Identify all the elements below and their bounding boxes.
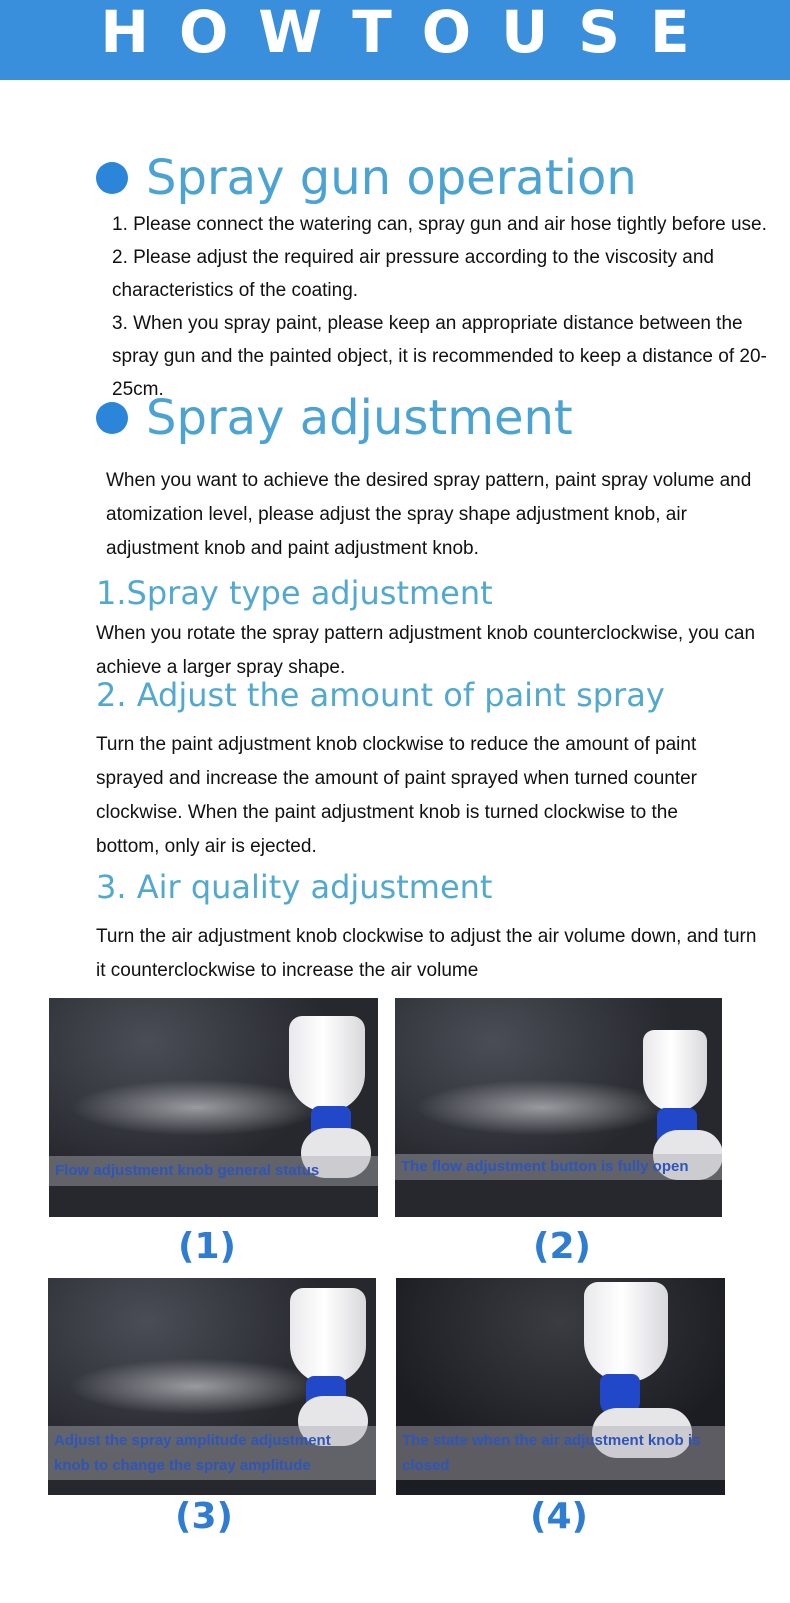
photo-number: (3) xyxy=(175,1496,233,1537)
paint-cup-image xyxy=(290,1288,366,1384)
spray-type-title: 1.Spray type adjustment xyxy=(96,574,493,612)
photo-number: (2) xyxy=(533,1226,591,1267)
page-title: HOWTOUSE xyxy=(100,0,720,66)
header-banner xyxy=(0,0,790,80)
photo-4 xyxy=(396,1278,725,1495)
air-quality-text: Turn the air adjustment knob clockwise to adjust the air volume down, and turn it counterclockwise to increase the air volume xyxy=(96,926,757,981)
paint-amount-text: Turn the paint adjustment knob clockwise to reduce the amount of paint sprayed and increase the amount of paint sprayed when turned counter clockwise. When the paint adjustment knob is turned clockwise to the bottom, only air is ejected. xyxy=(96,734,697,857)
spray-type-text: When you rotate the spray pattern adjustment knob counterclockwise, you can achieve a larger spray shape. xyxy=(96,623,756,678)
paint-cup-image xyxy=(584,1282,668,1382)
photo-1 xyxy=(49,998,378,1217)
paint-amount-title: 2. Adjust the amount of paint spray xyxy=(96,676,665,714)
photo-3 xyxy=(48,1278,376,1495)
photo-caption: Flow adjustment knob general status xyxy=(49,1156,378,1186)
operation-step: 2. Please adjust the required air pressure according to the viscosity and characteristics of the coating. xyxy=(112,247,714,301)
bullet-dot-icon xyxy=(96,162,128,194)
photo-number: (4) xyxy=(530,1496,588,1537)
paint-cup-image xyxy=(289,1016,365,1112)
photo-caption: The flow adjustment button is fully open xyxy=(395,1154,722,1180)
bullet-dot-icon xyxy=(96,402,128,434)
operation-steps xyxy=(112,208,772,406)
photo-caption: The state when the air adjustment knob is closed xyxy=(396,1426,725,1480)
operation-heading xyxy=(96,150,637,206)
paint-cup-image xyxy=(643,1030,707,1112)
photo-2 xyxy=(395,998,722,1217)
operation-step: 3. When you spray paint, please keep an appropriate distance between the spray gun and the painted object, it is recommended to keep a distance of 20-25cm. xyxy=(112,313,767,400)
adjustment-intro: When you want to achieve the desired spray pattern, paint spray volume and atomization level, please adjust the spray shape adjustment knob, air adjustment knob and paint adjustment knob. xyxy=(106,470,752,559)
operation-title: Spray gun operation xyxy=(146,150,637,206)
adjustment-heading xyxy=(96,390,573,446)
air-quality-title: 3. Air quality adjustment xyxy=(96,868,493,906)
photo-number: (1) xyxy=(178,1226,236,1267)
adjustment-title: Spray adjustment xyxy=(146,390,573,446)
operation-step: 1. Please connect the watering can, spray gun and air hose tightly before use. xyxy=(112,214,767,235)
photo-caption: Adjust the spray amplitude adjustment knob to change the spray amplitude xyxy=(48,1426,376,1480)
